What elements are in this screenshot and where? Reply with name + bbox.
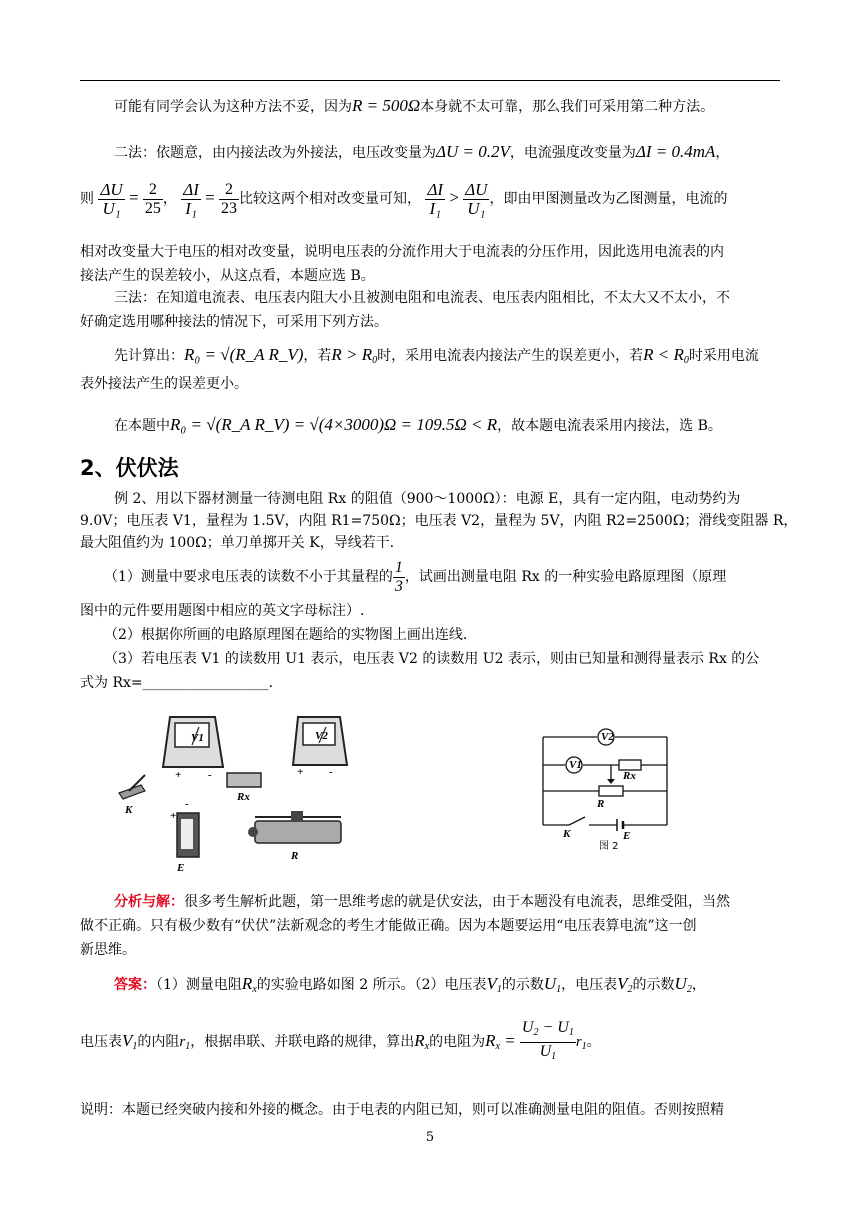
example-line3: 最大阻值约为 100Ω；单刀单掷开关 K，导线若干.: [80, 535, 395, 551]
text: 的电阻为: [429, 1034, 486, 1050]
label-v1: V1: [191, 732, 204, 744]
fraction-rx-formula: $\frac{U_2 - U_1}{U_1}$: [521, 1018, 574, 1062]
equation-r500: R = 500Ω: [352, 96, 421, 115]
label-v2: V2: [315, 730, 328, 742]
analysis-line3: 新思维。: [80, 942, 136, 958]
text: 电压表: [80, 1034, 122, 1050]
analysis-label: 分析与解：: [114, 894, 184, 910]
example-line2: 9.0V；电压表 V1，量程为 1.5V，内阻 R1=750Ω；电压表 V2，量程为 5V，内阻 R2=2500Ω；滑线变阻器 R，: [80, 513, 798, 529]
fraction-du-u1: $\frac{\Delta U}{\text{U₁}}$: [100, 179, 123, 218]
text: 的示数: [632, 977, 675, 993]
text: 很多考生解析此题，第一思维考虑的就是伏安法，由于本题没有电流表，思维受阻，当然: [184, 894, 730, 910]
label-rx: Rx: [623, 770, 636, 782]
text: 本身就不太可靠，那么我们可采用第二种方法。: [420, 99, 715, 115]
text: ，电压表: [561, 977, 618, 993]
para-method3-line2: 好确定选用哪种接法的情况下，可采用下列方法。: [80, 314, 388, 330]
question-3-line2: 式为 Rx=__________________.: [80, 675, 274, 691]
label-r: R: [291, 850, 299, 862]
symbol-r1-factor: $r_1$: [575, 1034, 587, 1052]
text: 时，采用电流表内接法产生的误差更小，若: [377, 348, 644, 364]
battery-e: [170, 798, 199, 874]
text: 比较这两个相对改变量可知，: [239, 191, 421, 207]
text: ，根据串联、并联电路的规律，算出: [190, 1034, 415, 1050]
apparatus-figure: [115, 705, 355, 875]
equation-r0: R₀ = √(R_A R_V): [184, 345, 304, 364]
circuit-diagram-fig2: [535, 725, 695, 865]
para-method1-conclusion: [80, 94, 814, 119]
question-1: [104, 555, 780, 599]
text: ，电流强度改变量为: [509, 145, 636, 161]
analysis-line1: [80, 890, 814, 914]
label-minus: -: [208, 769, 212, 781]
label-minus: -: [329, 766, 333, 778]
equation-r-lt-r0: $R < R_0$: [643, 345, 689, 366]
fraction-di-i1-compare: $\frac{\Delta I}{\text{I₁}}$: [427, 179, 444, 218]
question-2: （2）根据你所画的电路原理图在题给的实物图上画出连线.: [104, 627, 468, 643]
label-r: R: [597, 798, 605, 810]
text: 的内阻: [137, 1034, 180, 1050]
fraction-one-third: $\frac{1}{3}$: [394, 558, 403, 595]
text: 可能有同学会认为这种方法不妥，因为: [114, 99, 352, 115]
voltmeter-v1: [163, 717, 223, 781]
text: 时采用电流: [688, 348, 759, 364]
fraction-2-23: $\frac{2}{23}$: [221, 180, 237, 217]
answer-label: 答案：: [114, 977, 156, 993]
symbol-u1: $U_1$: [543, 974, 562, 995]
text: 二法：依题意，由内接法改为外接法，电压改变量为: [114, 145, 436, 161]
para-method3-line1: 三法：在知道电流表、电压表内阻大小且被测电阻和电流表、电压表内阻相比，不太大又不太小，不: [114, 290, 730, 306]
resistor-rx: [227, 773, 261, 803]
example-line1: 例 2、用以下器材测量一待测电阻 Rx 的阻值（900～1000Ω）：电源 E，具有一定内阻，电动势约为: [114, 491, 741, 507]
label-k: K: [563, 828, 571, 840]
symbol-u2: $U_2$: [674, 974, 692, 995]
label-k: K: [125, 804, 133, 816]
symbol-rx: $R_x$: [414, 1031, 430, 1052]
text: ，试画出测量电阻 Rx 的一种实验电路原理图（原理: [404, 569, 727, 585]
label-plus: +: [175, 769, 182, 781]
symbol-v2: $V_2$: [617, 974, 633, 995]
symbol-r1: $r_1$: [179, 1034, 191, 1052]
header-rule: [80, 80, 780, 81]
text: （1）测量电阻: [156, 977, 242, 993]
text: 先计算出：: [114, 348, 184, 364]
switch-k: [119, 775, 145, 816]
text: ，: [162, 191, 177, 207]
para-relative-change-line3: 接法产生的误差较小，从这点看，本题应选 B。: [80, 268, 375, 284]
para-relative-change: 则 $\frac{\Delta U}{\text{U₁}}$ = $\frac{2}{25}$ ， $\frac{\Delta I}{\text{I₁}}$ = $\frac{2}{23}$ 比较这两个相对改变量可知， $\frac{\Delta I}{\text{I₁}}$ > $\frac{\Delta U}{\text{U₁}}$ ，即由甲图测量改为乙图测量，电流的: [80, 179, 728, 218]
para-method2: [80, 140, 814, 165]
text: 。: [586, 1034, 601, 1050]
label-plus: +: [297, 766, 304, 778]
equation-r0-value: R₀ = √(R_A R_V) = √(4×3000)Ω = 109.5Ω < R: [170, 415, 498, 434]
equation-delta-u: ΔU = 0.2V: [436, 142, 510, 161]
text: ，若: [303, 348, 332, 364]
answer-line2: [80, 1015, 780, 1073]
fraction-di-i1: $\frac{\Delta I}{\text{I₁}}$: [183, 179, 199, 218]
label-e: E: [177, 862, 185, 874]
text: （1）测量中要求电压表的读数不小于其量程的: [104, 569, 393, 585]
text: 的示数: [501, 977, 544, 993]
label-v2: V2: [601, 731, 614, 743]
para-r0-formula: [80, 343, 814, 373]
label-rx: Rx: [237, 791, 250, 803]
voltmeter-v2: [293, 717, 347, 778]
rheostat-r: [248, 811, 341, 862]
label-e: E: [623, 830, 631, 842]
text: 则: [80, 191, 94, 207]
equation-r-gt-r0: $R > R_0$: [331, 345, 378, 366]
para-r0-line2: 表外接法产生的误差更小。: [80, 376, 248, 392]
text: 在本题中: [114, 418, 170, 434]
figure-caption: 图 2: [599, 841, 619, 852]
text: ，故本题电流表采用内接法，选 B。: [497, 418, 722, 434]
para-this-problem: [80, 413, 814, 438]
analysis-line2: 做不正确。只有极少数有“伏伏”法新观念的考生才能做正确。因为本题要运用“电压表算电流”这一创: [80, 918, 697, 934]
symbol-rx-eq: $R_x$ =: [485, 1031, 520, 1052]
question-1-line2: 图中的元件要用题图中相应的英文字母标注）.: [80, 603, 365, 619]
text: ，即由甲图测量改为乙图测量，电流的: [489, 191, 728, 207]
section-heading: 2、伏伏法: [80, 456, 179, 480]
page-number: 5: [425, 1130, 435, 1145]
label-v1: V1: [569, 759, 582, 771]
equation-delta-i: ΔI = 0.4mA: [635, 142, 716, 161]
symbol-v1: $V_1$: [122, 1031, 138, 1052]
fraction-2-25: $\frac{2}{25}$: [144, 180, 161, 217]
text: ，: [715, 145, 730, 161]
label-plus: +: [170, 810, 177, 822]
symbol-rx: $R_x$: [241, 974, 257, 995]
text: 的实验电路如图 2 所示。（2）电压表: [256, 977, 487, 993]
label-minus: -: [185, 798, 189, 810]
question-3-line1: （3）若电压表 V1 的读数用 U1 表示，电压表 V2 的读数用 U2 表示，则由已知量和测得量表示 Rx 的公: [104, 651, 760, 667]
symbol-v1: $V_1$: [486, 974, 502, 995]
fraction-du-u1-compare: $\frac{\Delta U}{\text{U₁}}$: [465, 179, 488, 218]
answer-line1: [80, 972, 814, 1002]
text: ，: [691, 977, 706, 993]
note-line: 说明：本题已经突破内接和外接的概念。由于电表的内阻已知，则可以准确测量电阻的阻值。否则按照精: [80, 1102, 724, 1118]
para-relative-change-line2: 相对改变量大于电压的相对改变量，说明电压表的分流作用大于电流表的分压作用，因此选用电流表的内: [80, 244, 724, 260]
